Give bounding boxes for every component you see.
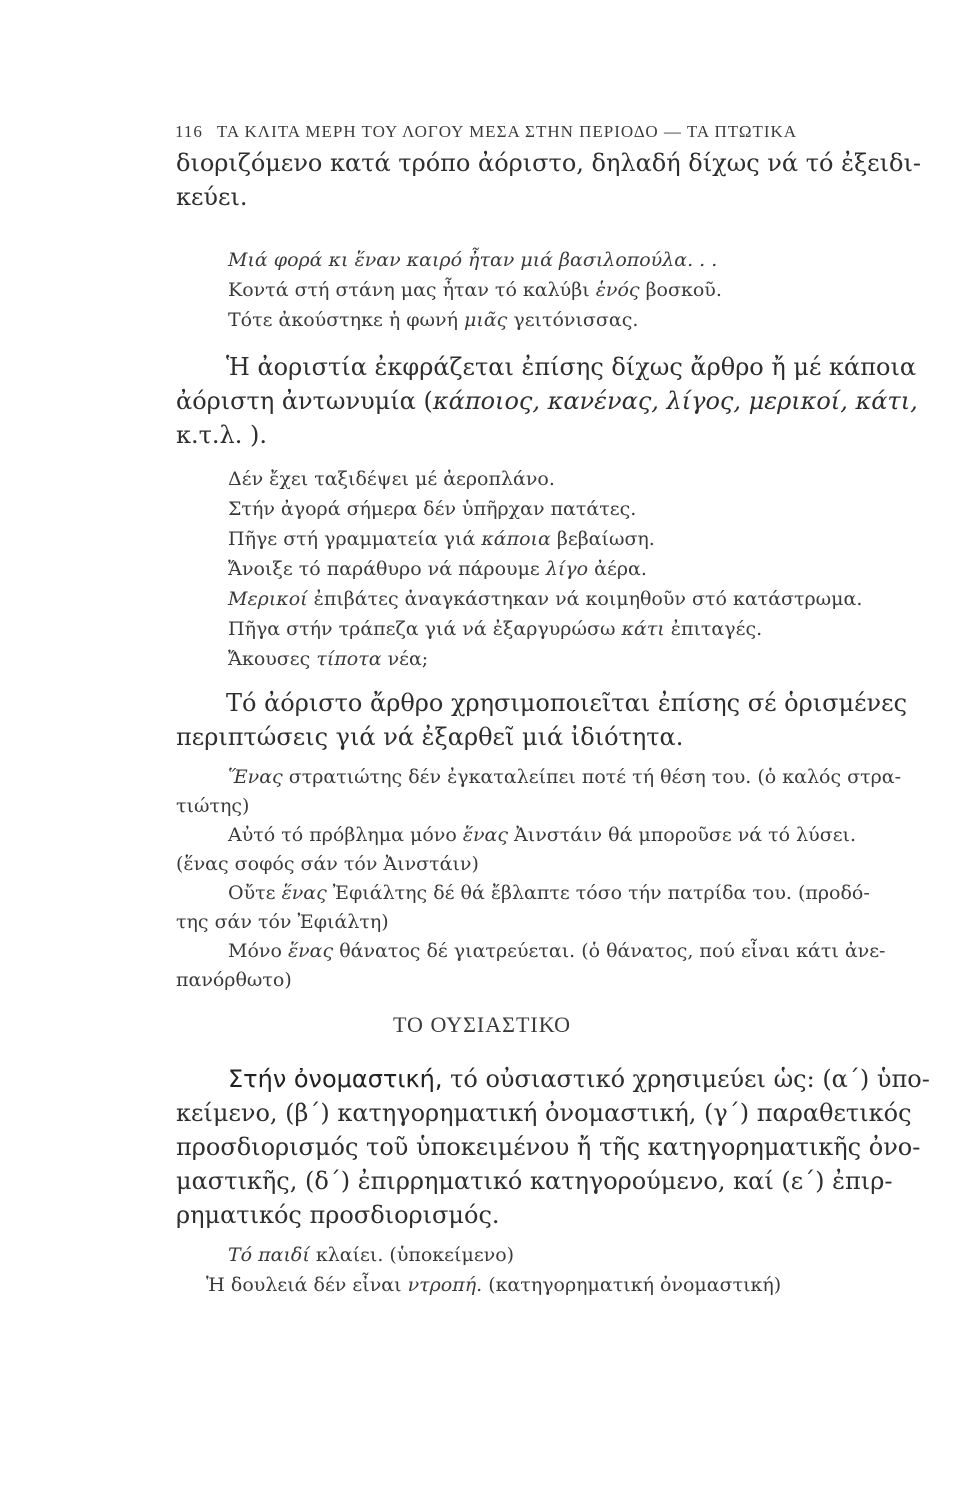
example-list-2: [228, 464, 908, 674]
paragraph-line: προσδιορισμός τοῦ ὑποκειμένου ἤ τῆς κατηγορηματικῆς ὀνο-: [176, 1133, 921, 1161]
example-line: Πῆγε στή γραμματεία γιά κάποια βεβαίωση.: [228, 528, 655, 550]
paragraph-line: περιπτώσεις γιά νά ἐξαρθεῖ μιά ἰδιότητα.: [176, 723, 684, 751]
example-line: Μόνο ἕνας θάνατος δέ γιατρεύεται. (ὁ θάνατος, πού εἶναι κάτι ἀνε-: [228, 940, 886, 962]
example-line: Μιά φορά κι ἕναν καιρό ἦταν μιά βασιλοπούλα. . .: [228, 249, 718, 271]
paragraph-line: Στήν ὀνομαστική, τό οὐσιαστικό χρησιμεύει ὡς: (α΄) ὑπο-: [228, 1065, 930, 1093]
paragraph-1: [176, 146, 921, 214]
section-title: ΤΟ ΟΥΣΙΑΣΤΙΚΟ: [393, 1012, 571, 1037]
paragraph-line: ἀόριστη ἀντωνυμία (κάποιος, κανένας, λίγος, μερικοί, κάτι,: [176, 387, 918, 415]
running-header: [175, 122, 895, 142]
paragraph-line: κ.τ.λ. ).: [176, 421, 267, 449]
example-line: Δέν ἔχει ταξιδέψει μέ ἀεροπλάνο.: [228, 468, 555, 490]
example-list-4: [228, 1240, 908, 1270]
example-line: Οὔτε ἕνας Ἐφιάλτης δέ θά ἔβλαπτε τόσο τήν πατρίδα του. (προδό-: [228, 882, 870, 904]
paragraph-4: [176, 1062, 930, 1232]
paragraph-line: μαστικῆς, (δ΄) ἐπιρρηματικό κατηγορούμενο, καί (ε΄) ἐπιρ-: [176, 1167, 893, 1195]
example-line: Ἡ δουλειά δέν εἶναι ντροπή. (κατηγορηματική ὀνομαστική): [206, 1274, 782, 1296]
example-list-1: [228, 245, 908, 335]
example-list-3: [176, 763, 900, 995]
paragraph-line: ρηματικός προσδιορισμός.: [176, 1201, 500, 1229]
paragraph-line: κείμενο, (β΄) κατηγορηματική ὀνομαστική, (γ΄) παραθετικός: [176, 1099, 912, 1127]
example-line: Κοντά στή στάνη μας ἦταν τό καλύβι ἑνός βοσκοῦ.: [228, 279, 722, 301]
paragraph-line: κεύει.: [176, 183, 248, 211]
example-line: Τό παιδί κλαίει. (ὑποκείμενο): [228, 1244, 515, 1266]
example-line: Πῆγα στήν τράπεζα γιά νά ἐξαργυρώσω κάτι ἐπιταγές.: [228, 618, 763, 640]
lead-phrase: Στήν ὀνομαστική,: [228, 1065, 443, 1093]
example-line: Τότε ἀκούστηκε ἡ φωνή μιᾶς γειτόνισσας.: [228, 309, 639, 331]
paragraph-line: Τό ἀόριστο ἄρθρο χρησιμοποιεῖται ἐπίσης σέ ὁρισμένες: [226, 689, 908, 717]
example-line: Ἕνας στρατιώτης δέν ἐγκαταλείπει ποτέ τή θέση του. (ὁ καλός στρα-: [228, 766, 902, 788]
paragraph-3: [176, 686, 908, 754]
paragraph-2: [176, 350, 918, 452]
example-line: Στήν ἀγορά σήμερα δέν ὑπῆρχαν πατάτες.: [228, 498, 637, 520]
example-list-4b: [206, 1270, 886, 1300]
running-title: ΤΑ ΚΛΙΤΑ ΜΕΡΗ ΤΟΥ ΛΟΓΟΥ ΜΕΣΑ ΣΤΗΝ ΠΕΡΙΟΔΟ — ΤΑ ΠΤΩΤΙΚΑ: [216, 122, 798, 141]
page-number: 116: [175, 122, 203, 141]
example-line: Ἄκουσες τίποτα νέα;: [228, 648, 429, 670]
example-line: Αὐτό τό πρόβλημα μόνο ἕνας Ἀινστάιν θά μποροῦσε νά τό λύσει.: [228, 824, 857, 846]
example-line-continued: (ἕνας σοφός σάν τόν Ἀινστάιν): [176, 853, 479, 875]
example-line-continued: της σάν τόν Ἐφιάλτη): [176, 911, 389, 933]
paragraph-line: Ἡ ἀοριστία ἐκφράζεται ἐπίσης δίχως ἄρθρο ἤ μέ κάποια: [226, 353, 917, 381]
example-line: Ἄνοιξε τό παράθυρο νά πάρουμε λίγο ἀέρα.: [228, 558, 647, 580]
example-line: Μερικοί ἐπιβάτες ἀναγκάστηκαν νά κοιμηθοῦν στό κατάστρωμα.: [228, 588, 863, 610]
paragraph-line: διοριζόμενο κατά τρόπο ἀόριστο, δηλαδή δίχως νά τό ἐξειδι-: [176, 149, 921, 177]
example-line-continued: τιώτης): [176, 795, 250, 817]
example-line-continued: πανόρθωτο): [176, 969, 292, 991]
